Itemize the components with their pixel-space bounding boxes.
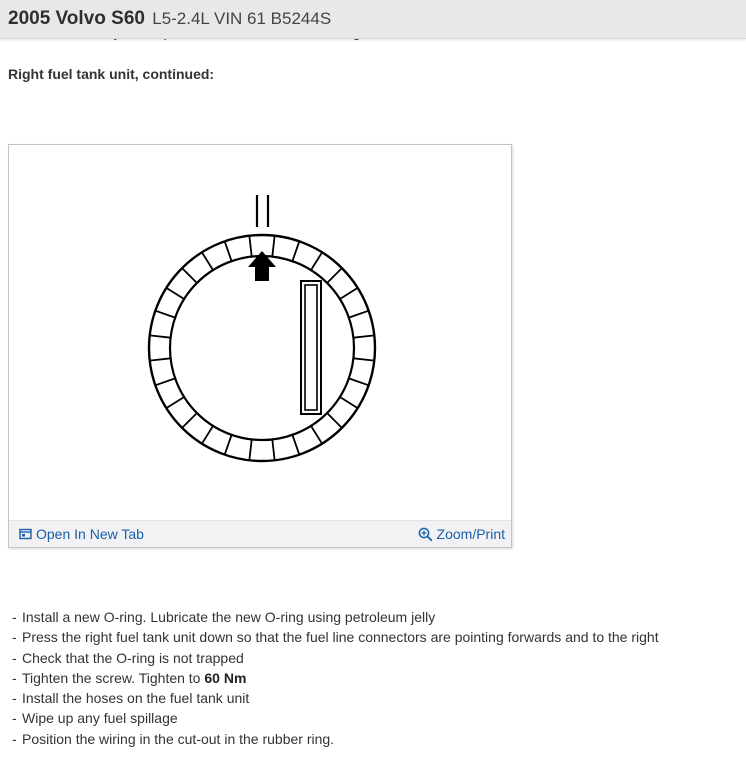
ring-segment-line <box>202 252 213 270</box>
ring-segment-line <box>340 288 358 299</box>
list-item: - Position the wiring in the cut-out in the rubber ring. <box>12 730 335 747</box>
list-item: - Check that the O-ring is not trapped <box>12 649 244 666</box>
ring-segment-line <box>292 435 299 455</box>
ring-segment-line <box>340 397 358 408</box>
ring-segment-line <box>292 241 299 261</box>
fuel-unit-handle-inner <box>305 285 317 410</box>
ring-segment-line <box>311 252 322 270</box>
ring-segment-line <box>166 397 184 408</box>
ring-segment-line <box>225 435 232 455</box>
list-item: - Press the right fuel tank unit down so that the fuel line connectors are pointing forwards and to the right <box>12 629 659 646</box>
list-item: - Install a new O-ring. Lubricate the new O-ring using petroleum jelly <box>12 609 436 625</box>
open-new-tab-icon <box>19 528 32 540</box>
vehicle-name: 2005 Volvo S60 <box>8 8 145 29</box>
header-bar <box>0 0 746 39</box>
list-item: - Install the hoses on the fuel tank unit <box>12 690 250 707</box>
ring-segment-line <box>349 378 369 385</box>
section-heading: Right fuel tank unit, continued: <box>8 66 215 82</box>
ring-segment-line <box>311 426 322 444</box>
locking-ring-inner <box>170 256 354 440</box>
ring-segment-line <box>272 236 274 257</box>
ring-segment-line <box>327 413 342 428</box>
engine-spec: L5-2.4L VIN 61 B5244S <box>152 9 332 28</box>
list-item: - Tighten the screw. Tighten to 60 Nm <box>12 669 247 686</box>
open-in-new-tab-link[interactable] <box>19 526 144 542</box>
fuel-unit-handle-outer <box>301 281 321 414</box>
ring-segment-line <box>272 439 274 460</box>
ring-segment-line <box>166 288 184 299</box>
ring-segment-line <box>155 378 175 385</box>
ring-segment-line <box>353 335 374 337</box>
ring-segment-line <box>353 358 374 360</box>
ring-segment-line <box>182 413 197 428</box>
page-title <box>8 8 331 30</box>
ring-segment-line <box>327 268 342 283</box>
zoom-print-link[interactable] <box>418 526 505 542</box>
ring-segment-line <box>225 241 232 261</box>
ring-segment-line <box>150 335 171 337</box>
ring-segment-line <box>182 268 197 283</box>
ring-segment-line <box>150 358 171 360</box>
ring-segment-line <box>249 439 251 460</box>
torque-value: 60 Nm <box>204 669 247 686</box>
zoom-print-label: Zoom/Print <box>436 526 505 542</box>
list-item: - Wipe up any fuel spillage <box>12 710 178 727</box>
ring-segment-line <box>155 311 175 318</box>
fuel-tank-unit-diagram <box>9 145 511 521</box>
open-in-new-tab-label: Open In New Tab <box>36 526 144 542</box>
procedure-steps-list <box>12 607 659 749</box>
zoom-in-icon <box>418 527 433 542</box>
figure-toolbar <box>9 520 511 547</box>
ring-segment-line <box>349 311 369 318</box>
illustration-figure <box>8 144 512 548</box>
ring-segment-line <box>202 426 213 444</box>
ring-segment-line <box>249 236 251 257</box>
